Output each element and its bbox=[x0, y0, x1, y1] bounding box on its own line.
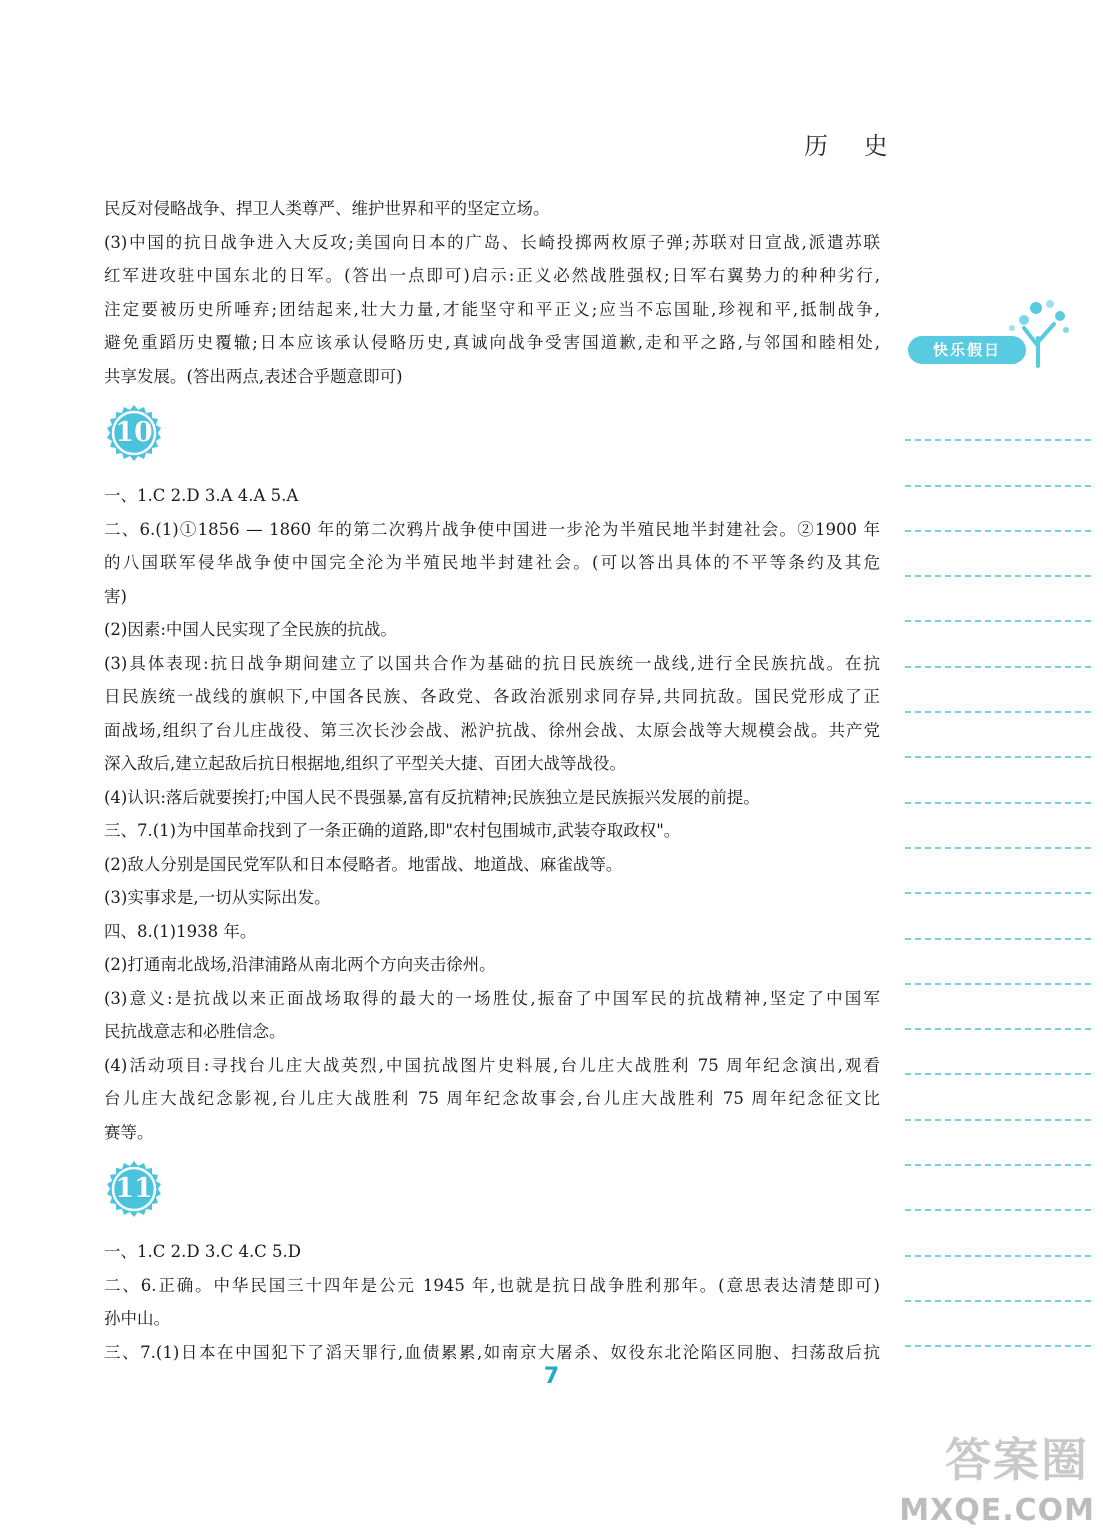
answer-line: (3)中国的抗日战争进入大反攻;美国向日本的广岛、长崎投掷两枚原子弹;苏联对日宣战,派遣苏联 bbox=[104, 232, 880, 252]
answer-line: 的八国联军侵华战争使中国完全沦为半殖民地半封建社会。(可以答出具体的不平等条约及其危 bbox=[104, 553, 880, 572]
answer-line: 红军进攻驻中国东北的日军。(答出一点即可)启示:正义必然战胜强权;日军右翼势力的种种劣行, bbox=[104, 266, 880, 285]
answer-line: 害) bbox=[104, 586, 127, 606]
note-line bbox=[905, 1075, 1091, 1120]
note-line bbox=[905, 1257, 1091, 1302]
subject-title: 历 史 bbox=[804, 132, 902, 160]
section-11-body bbox=[104, 1235, 880, 1369]
note-line bbox=[905, 1121, 1091, 1166]
note-line bbox=[905, 577, 1091, 622]
answer-line: (4)活动项目:寻找台儿庄大战英烈,中国抗战图片史料展,台儿庄大战胜利 75 周年纪念演出,观看 bbox=[104, 1055, 880, 1075]
section-10-body bbox=[104, 479, 880, 1149]
watermark-text-top: 答案圈 bbox=[945, 1433, 1089, 1487]
note-line bbox=[905, 940, 1091, 985]
logo-text: 快乐假日 bbox=[908, 336, 1026, 364]
page-number: 7 bbox=[543, 1364, 560, 1389]
section-11-header bbox=[104, 1149, 880, 1235]
answer-line: (2)敌人分别是国民党军队和日本侵略者。地雷战、地道战、麻雀战等。 bbox=[104, 854, 623, 874]
answer-line: 深入敌后,建立起敌后抗日根据地,组织了平型关大捷、百团大战等战役。 bbox=[104, 754, 626, 773]
answer-line: 孙中山。 bbox=[104, 1309, 170, 1328]
answer-line: 二、6.正确。中华民国三十四年是公元 1945 年,也就是抗日战争胜利那年。(意思表达清楚即可) bbox=[104, 1275, 880, 1295]
watermark-logo bbox=[899, 1424, 1095, 1528]
answer-line: (2)打通南北战场,沿津浦路从南北两个方向夹击徐州。 bbox=[104, 955, 496, 974]
answer-line: 赛等。 bbox=[104, 1122, 154, 1142]
answer-line: 一、1.C 2.D 3.A 4.A 5.A bbox=[104, 486, 299, 505]
answer-content bbox=[104, 192, 880, 1369]
note-line bbox=[905, 396, 1091, 441]
answer-line: 日民族统一战线的旗帜下,中国各民族、各政党、各政治派别求同存异,共同抗敌。国民党形成了正 bbox=[104, 687, 880, 706]
answer-line: 避免重蹈历史覆辙;日本应该承认侵略历史,真诚向战争受害国道歉,走和平之路,与邻国和睦相处, bbox=[104, 333, 880, 352]
note-line bbox=[905, 1166, 1091, 1211]
answer-line: 注定要被历史所唾弃;团结起来,壮大力量,才能坚守和平正义;应当不忘国耻,珍视和平,抵制战争, bbox=[104, 299, 880, 319]
answer-line: 民抗战意志和必胜信念。 bbox=[104, 1022, 286, 1041]
note-lines bbox=[905, 396, 1095, 1347]
section-number-11: 11 bbox=[115, 1173, 153, 1204]
answer-line: 民反对侵略战争、捍卫人类尊严、维护世界和平的坚定立场。 bbox=[104, 199, 550, 218]
note-line bbox=[905, 668, 1091, 713]
answer-line: (3)实事求是,一切从实际出发。 bbox=[104, 888, 331, 907]
answer-line: (4)认识:落后就要挨打;中国人民不畏强暴,富有反抗精神;民族独立是民族振兴发展的前提。 bbox=[104, 787, 760, 807]
section-badge-10 bbox=[104, 403, 164, 463]
section-number-10: 10 bbox=[115, 417, 153, 448]
section-10-header bbox=[104, 393, 880, 479]
answer-line: 三、7.(1)为中国革命找到了一条正确的道路,即"农村包围城市,武装夺取政权"。 bbox=[104, 821, 681, 840]
holiday-logo bbox=[908, 298, 1088, 368]
answer-line: 台儿庄大战纪念影视,台儿庄大战胜利 75 周年纪念故事会,台儿庄大战胜利 75 周年纪念征文比 bbox=[104, 1089, 880, 1108]
note-line bbox=[905, 622, 1091, 667]
note-line bbox=[905, 758, 1091, 803]
answer-line: 面战场,组织了台儿庄战役、第三次长沙会战、淞沪抗战、徐州会战、太原会战等大规模会战。共产党 bbox=[104, 720, 880, 740]
answer-line: (3)意义:是抗战以来正面战场取得的最大的一场胜仗,振奋了中国军民的抗战精神,坚定了中国军 bbox=[104, 988, 880, 1008]
note-line bbox=[905, 487, 1091, 532]
note-line bbox=[905, 894, 1091, 939]
note-line bbox=[905, 1030, 1091, 1075]
answer-line: 四、8.(1)1938 年。 bbox=[104, 921, 257, 941]
watermark-text-bottom: MXQE.COM bbox=[899, 1493, 1095, 1528]
answer-line: 一、1.C 2.D 3.C 4.C 5.D bbox=[104, 1242, 302, 1261]
note-line bbox=[905, 849, 1091, 894]
answer-line: (3)具体表现:抗日战争期间建立了以国共合作为基础的抗日民族统一战线,进行全民族抗战。在抗 bbox=[104, 653, 880, 673]
note-line bbox=[905, 1302, 1091, 1347]
answer-line: (2)因素:中国人民实现了全民族的抗战。 bbox=[104, 620, 397, 639]
answer-line: 三、7.(1)日本在中国犯下了滔天罪行,血债累累,如南京大屠杀、奴役东北沦陷区同胞、扫荡敌后抗 bbox=[104, 1342, 880, 1362]
note-line bbox=[905, 713, 1091, 758]
answer-line: 共享发展。(答出两点,表述合乎题意即可) bbox=[104, 366, 403, 386]
note-line bbox=[905, 532, 1091, 577]
intro-block bbox=[104, 192, 880, 393]
note-line bbox=[905, 804, 1091, 849]
note-line bbox=[905, 1211, 1091, 1256]
note-line bbox=[905, 441, 1091, 486]
note-line bbox=[905, 985, 1091, 1030]
answer-line: 二、6.(1)①1856 — 1860 年的第二次鸦片战争使中国进一步沦为半殖民地半封建社会。②1900 年 bbox=[104, 519, 880, 539]
section-badge-11 bbox=[104, 1159, 164, 1219]
